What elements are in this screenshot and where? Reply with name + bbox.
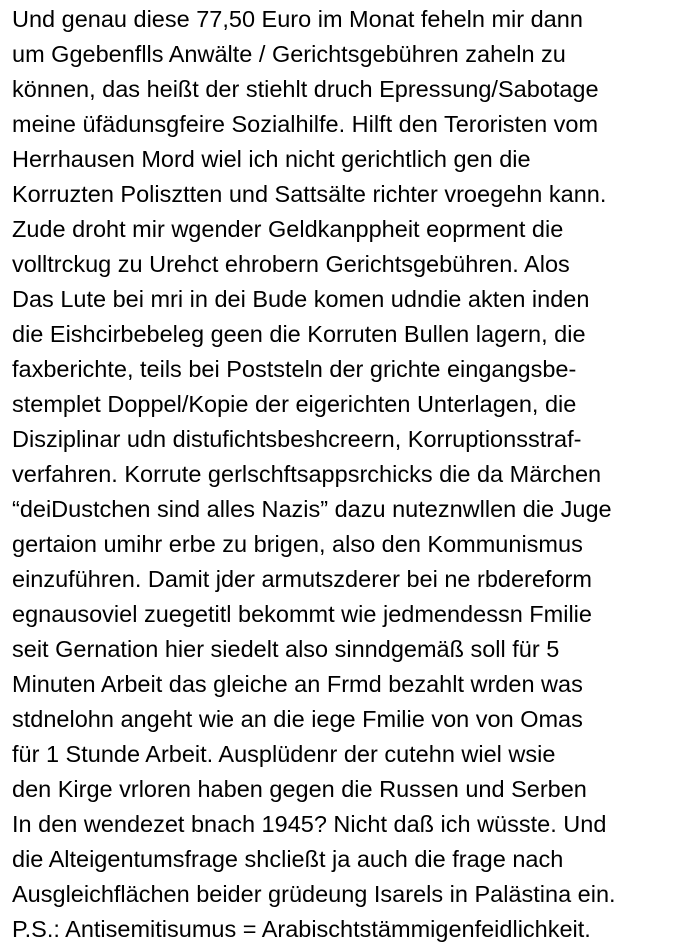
text-line: gertaion umihr erbe zu brigen, also den Kommunismus [12,531,583,557]
text-line: Ausgleichflächen beider grüdeung Isarels in Palästina ein. [12,881,616,907]
text-line: “deiDustchen sind alles Nazis” dazu nuteznwllen die Juge [12,496,612,522]
text-line: In den wendezet bnach 1945? Nicht daß ich wüsste. Und [12,811,607,837]
text-line: stdnelohn angeht wie an die iege Fmilie von von Omas [12,706,583,732]
text-line: seit Gernation hier siedelt also sinndgemäß soll für 5 [12,636,560,662]
document-text [12,2,680,947]
text-line: für 1 Stunde Arbeit. Ausplüdenr der cutehn wiel wsie [12,741,556,767]
text-line: Herrhausen Mord wiel ich nicht gerichtlich gen die [12,146,531,172]
text-line: Und genau diese 77,50 Euro im Monat feheln mir dann [12,6,583,32]
text-line: können, das heißt der stiehlt druch Epressung/Sabotage [12,76,599,102]
text-line: Zude droht mir wgender Geldkanppheit eoprment die [12,216,564,242]
text-line: stemplet Doppel/Kopie der eigerichten Unterlagen, die [12,391,577,417]
text-line: verfahren. Korrute gerlschftsappsrchicks die da Märchen [12,461,602,487]
text-line: um Ggebenflls Anwälte / Gerichtsgebühren zaheln zu [12,41,566,67]
text-line: Korruzten Polisztten und Sattsälte richter vroegehn kann. [12,181,607,207]
text-line: P.S.: Antisemitisumus = Arabischtstämmigenfeidlichkeit. [12,916,591,942]
text-line: meine üfädunsgfeire Sozialhilfe. Hilft den Teroristen vom [12,111,599,137]
text-line: volltrckug zu Urehct ehrobern Gerichtsgebühren. Alos [12,251,570,277]
text-line: faxberichte, teils bei Poststeln der grichte eingangsbe- [12,356,577,382]
text-line: die Alteigentumsfrage shcließt ja auch die frage nach [12,846,564,872]
text-line: die Eishcirbebeleg geen die Korruten Bullen lagern, die [12,321,586,347]
text-line: einzuführen. Damit jder armutszderer bei ne rbdereform [12,566,592,592]
text-line: Disziplinar udn distufichtsbeshcreern, Korruptionsstraf- [12,426,582,452]
text-line: Das Lute bei mri in dei Bude komen udndie akten inden [12,286,590,312]
text-line: den Kirge vrloren haben gegen die Russen und Serben [12,776,587,802]
text-line: Minuten Arbeit das gleiche an Frmd bezahlt wrden was [12,671,583,697]
text-line: egnausoviel zuegetitl bekommt wie jedmendessn Fmilie [12,601,592,627]
